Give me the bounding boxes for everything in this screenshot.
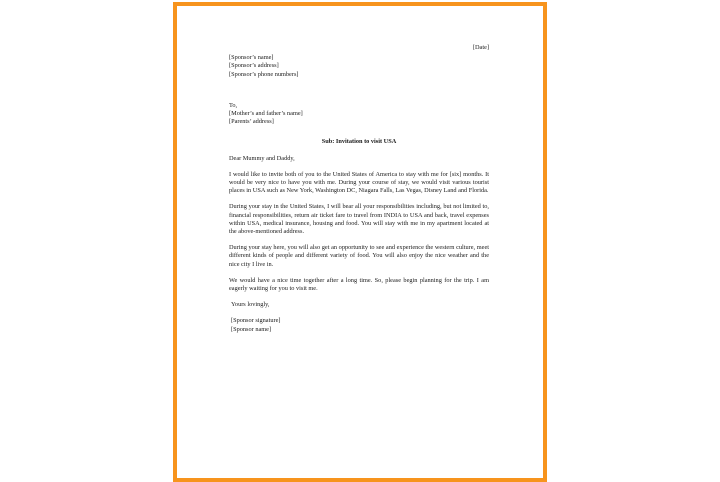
recipient-names: [Mother’s and father’s name] [229,110,303,118]
paragraph-responsibilities: During your stay in the United States, I will bear all your responsibilities including, but not limited to, financial responsibilities, return air ticket fare to travel from INDIA to USA and back, travel expenses within USA, medical insurance, housing and food. You will stay with me in my apartment located at the above-mentioned address. [229,203,489,236]
recipient-address-block [229,102,489,127]
letter-subject: Sub: Invitation to visit USA [321,138,397,146]
sponsor-phone: [Sponsor’s phone numbers] [229,70,299,78]
recipient-to: To, [229,101,238,109]
signature-block [229,317,489,333]
paragraph-closing-remarks: We would have a nice time together after a long time. So, please begin planning for the trip. I am eagerly waiting for you to visit me. [229,276,489,293]
sponsor-address: [Sponsor’s address] [229,62,279,70]
paragraph-experience: During your stay here, you will also get an opportunity to see and experience the western culture, meet different kinds of people and different variety of food. You will also enjoy the nice weather and the nice city I live in. [229,244,489,268]
sponsor-name: [Sponsor’s name] [229,54,274,62]
letter-closing: Yours lovingly, [231,301,270,309]
letter-date: [Date] [472,44,489,51]
sponsor-signature-name: [Sponsor name] [231,325,272,333]
sponsor-address-block [229,54,489,79]
paragraph-invitation: I would like to invite both of you to the United States of America to stay with me for [six] months. It would be very nice to have you with me. During your course of stay, we would visit various tourist places in USA such as New York, Washington DC, Niagara Falls, Las Vegas, Disney Land and Florida. [229,170,489,195]
recipient-address: [Parents’ address] [229,118,274,126]
letter-salutation: Dear Mummy and Daddy, [229,154,295,162]
sponsor-signature: [Sponsor signature] [231,317,281,325]
letter-body [229,44,489,334]
